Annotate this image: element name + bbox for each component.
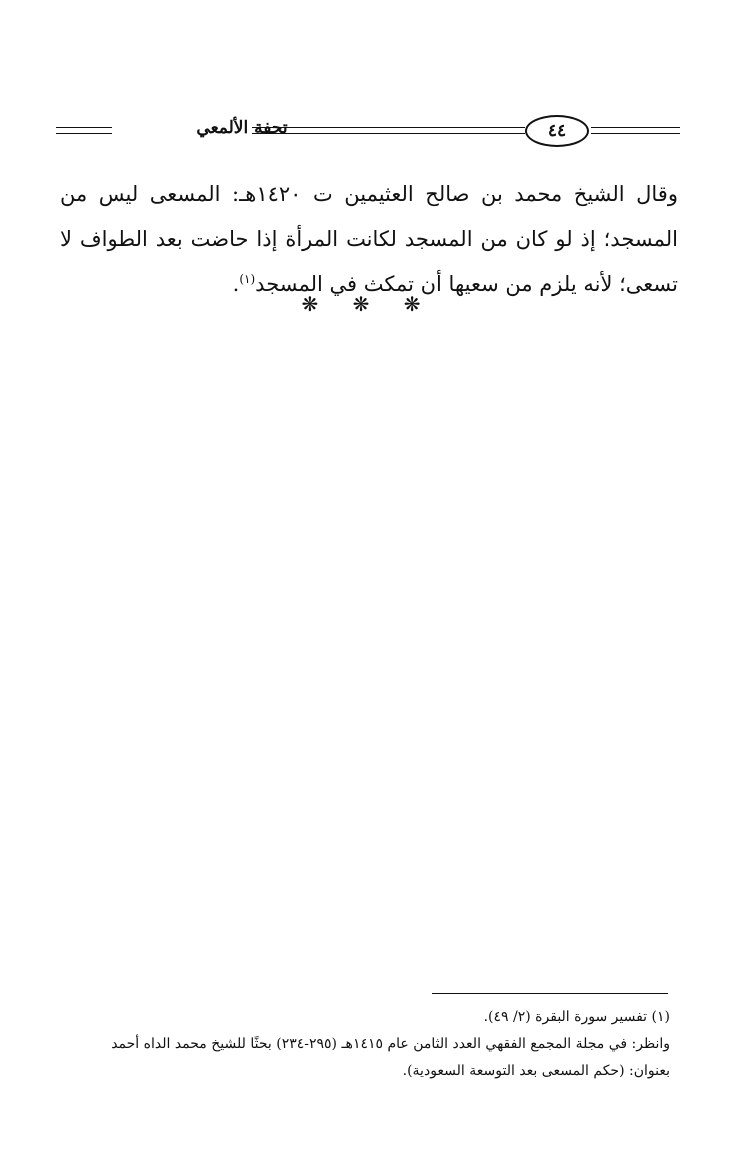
header-rule-middle-thin [252, 133, 525, 134]
header-rule-middle [252, 127, 525, 128]
footnotes [56, 1004, 670, 1085]
header-rule-left [56, 127, 112, 128]
section-separator: ❋ ❋ ❋ [301, 292, 435, 316]
footnote-marker: (١) [239, 272, 256, 286]
header-rule-left-thin [56, 133, 112, 134]
running-title: تحفة الألمعي [196, 118, 288, 138]
footnote-see-also: وانظر: في مجلة المجمع الفقهي العدد الثامن عام ١٤١٥هـ (٢٩٥-٢٣٤) بحثًا للشيخ محمد الداه أحمد [111, 1036, 670, 1052]
paragraph-text: وقال الشيخ محمد بن صالح العثيمين ت ١٤٢٠هـ: المسعى ليس من المسجد؛ إذ لو كان من المسجد لكانت المرأة إذا حاضت بعد الطواف لا تسعى؛ لأنه يلزم من سعيها أن تمكث في المسجد [60, 182, 678, 296]
page-number-badge: ٤٤ [525, 115, 589, 147]
footnote-1: (١) تفسير سورة البقرة (٢/ ٤٩). [483, 1009, 670, 1025]
page-header [56, 112, 680, 152]
header-rule-right-thin [591, 133, 680, 134]
header-rule-right [591, 127, 680, 128]
paragraph-end: . [232, 272, 240, 296]
footnote-see-also-title: بعنوان: (حكم المسعى بعد التوسعة السعودية). [402, 1063, 670, 1079]
footnote-rule [432, 993, 668, 994]
main-paragraph [60, 172, 678, 307]
